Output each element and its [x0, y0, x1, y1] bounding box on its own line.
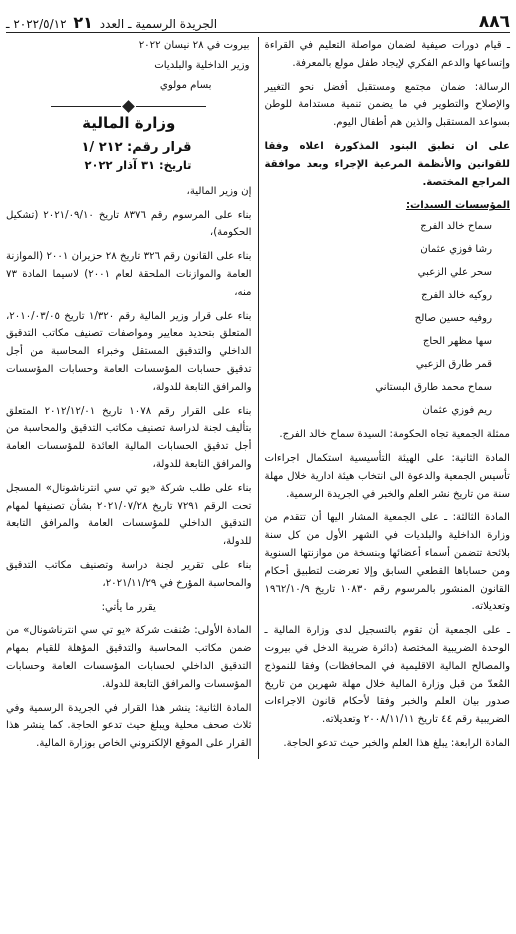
preamble-7: بناء على تقرير لجنة دراسة وتصنيف مكاتب التدقيق والمحاسبة المؤرخ في ٢٠٢١/١١/٢٩، — [6, 559, 252, 589]
article-3-tax: ـ على الجمعية أن تقوم بالتسجيل لدى وزارة المالية ـ الوحدة الضريبية المختصة (دائرة ضريبة الدخل في بيروت والمصالح المالية الاقليمية في المحافظات) وفقا للنموذج المُعدّ من قبل وزارة المالية خلال مهلة شهرين من تاريخ صدور بيان العلم والخبر وفقا لأحكام قانون الاجراءات الضريبية رقم ٤٤ تاريخ ٢٠٠٨/١١/١١ وتعديلاته. — [264, 625, 510, 726]
page-header — [6, 8, 510, 33]
preamble-1: إن وزير المالية، — [186, 185, 252, 197]
list-item: قمر طارق الزعبي — [415, 359, 492, 371]
signature-title: وزير الداخلية والبلديات — [154, 59, 250, 71]
preamble-6: بناء على طلب شركة «يو تي سي انترناشونال» المسجل تحت الرقم ٧٢٩١ تاريخ ٢٠٢١/٠٧/٢٨ بشأن تصنيفها لمهام التدقيق الداخلي للمؤسسات العامة والمرافق التابعة للدولة، — [6, 482, 252, 548]
ministry-title: وزارة المالية — [82, 114, 176, 133]
list-item: ريم فوزي عثمان — [422, 405, 492, 417]
preamble-5: بناء على القرار رقم ١٠٧٨ تاريخ ٢٠١٢/١٢/٠١ المتعلق بتأليف لجنة لدراسة تصنيف مكاتب التدقيق والمحاسبة من أجل تدقيق الحسابات المالية العائدة للمؤسسات العامة والمرافق التابعة للدولة، — [6, 405, 252, 470]
issue-date: ٢٠٢٢/٥/١٢ ـ — [6, 17, 67, 31]
gazette-title: الجريدة الرسمية ـ العدد — [99, 17, 218, 31]
list-item: رشا فوزي عثمان — [420, 244, 492, 256]
preamble-4: بناء على قرار وزير المالية رقم ١/٣٢٠ تاريخ ٢٠١٠/٠٣/٠٥، المتعلق بتحديد معايير ومواصفات تصنيف مكاتب التدقيق الداخلي والتدقيق المستقل وخبراء المحاسبة من أجل تدقيق حسابات المؤسسات العامة وحسابات المؤسسات والمرافق التابعة للدولة، — [6, 310, 252, 393]
list-item: روفيه حسين صالح — [414, 313, 492, 325]
preamble-2: بناء على المرسوم رقم ٨٣٧٦ تاريخ ٢٠٢١/٠٩/١٠ (تشكيل الحكومة)، — [6, 209, 252, 239]
signature-name: بسام مولوي — [159, 79, 212, 91]
founders-heading: المؤسسات السيدات: — [405, 200, 510, 212]
condition-paragraph: على ان تطبق البنود المذكورة اعلاه وفقا للقوانين والأنظمة المرعية الإجراء وبعد موافقة المراجع المختصة. — [264, 140, 510, 188]
list-item: روكيه خالد الفرج — [421, 290, 492, 302]
article-3: المادة الثالثة: ـ على الجمعية المشار اليها أن تتقدم من وزارة الداخلية والبلديات في الشهر الأول من كل سنة بلائحة تتضمن أسماء أعضائها وبنسخة من موازنتها السنوية ومن حساباها القطعي السابق وإلا تعرضت لتطبيق أحكام القانون المنشور بالمرسوم رقم ١٠٨٣٠ تاريخ ١٩٦٢/١٠/٩ وتعديلاته. — [264, 512, 510, 613]
government-representative: ممثلة الجمعية تجاه الحكومة: السيدة سماح خالد الفرج. — [279, 429, 510, 441]
list-item: سماح محمد طارق البستاني — [375, 382, 492, 394]
decides-heading: يقرر ما يأتي: — [101, 601, 156, 613]
intro-bullet: ـ قيام دورات صيفية لضمان مواصلة التعليم في القراءة وإتساعها والدعم الفكري لإيجاد طفل مولع بالمعرفة. — [264, 40, 510, 69]
decision-number: قرار رقم: ٢١٢ /١ — [81, 140, 192, 156]
list-item: سماح خالد الفرج — [420, 221, 492, 233]
article-2: المادة الثانية: على الهيئة التأسيسية استكمال اجراءات تأسيس الجمعية والدعوة الى انتخاب هيئة ادارية خلال مهلة سنة من تاريخ نشر العلم والخبر في الجريدة الرسمية. — [264, 452, 510, 500]
issue-number: ٢١ — [73, 13, 93, 32]
columns — [6, 37, 510, 759]
mission-paragraph: الرسالة: ضمان مجتمع ومستقبل أفضل نحو التغيير والإصلاح والتطوير في ما يضمن تنمية مستدامة للوطن بسواعد المستقبل والذين هم أطفال اليوم. — [264, 81, 510, 129]
decision-date: تاريخ: ٣١ آذار ٢٠٢٢ — [84, 157, 192, 172]
article-4: المادة الرابعة: يبلغ هذا العلم والخبر حيث تدعو الحاجة. — [283, 737, 510, 749]
page-number: ٨٨٦ — [478, 12, 510, 32]
list-item: سها مظهر الحاج — [422, 336, 492, 348]
right-column — [258, 37, 511, 759]
section-divider — [6, 102, 252, 111]
signature-place-date: بيروت في ٢٨ نيسان ٢٠٢٢ — [138, 40, 250, 51]
preamble-3: بناء على القانون رقم ٣٢٦ تاريخ ٢٨ حزيران ٢٠٠١ (الموازنة العامة والموازنات الملحقة لعام ٢٠٠١) لاسيما المادة ٧٣ منه، — [6, 251, 252, 298]
decision-article-1: المادة الأولى: صُنفت شركة «يو تي سي انترناشونال» من ضمن مكاتب المحاسبة والتدقيق المؤهلة للقيام بمهام التدقيق الداخلي لحسابات المؤسسات العامة وحسابات المؤسسات والمرافق التابعة للدولة. — [6, 625, 252, 690]
founders-list — [265, 215, 511, 422]
left-column — [6, 37, 258, 759]
list-item: سحر علي الزعبي — [417, 267, 492, 279]
decision-article-2: المادة الثانية: ينشر هذا القرار في الجريدة الرسمية وفي ثلاث صحف محلية ويبلغ حيث تدعو الحاجة. كما ينشر هذا القرار على الموقع الإلكتروني الخاص بوزارة المالية. — [6, 702, 252, 750]
diamond-icon — [122, 101, 135, 114]
running-title — [6, 13, 217, 32]
